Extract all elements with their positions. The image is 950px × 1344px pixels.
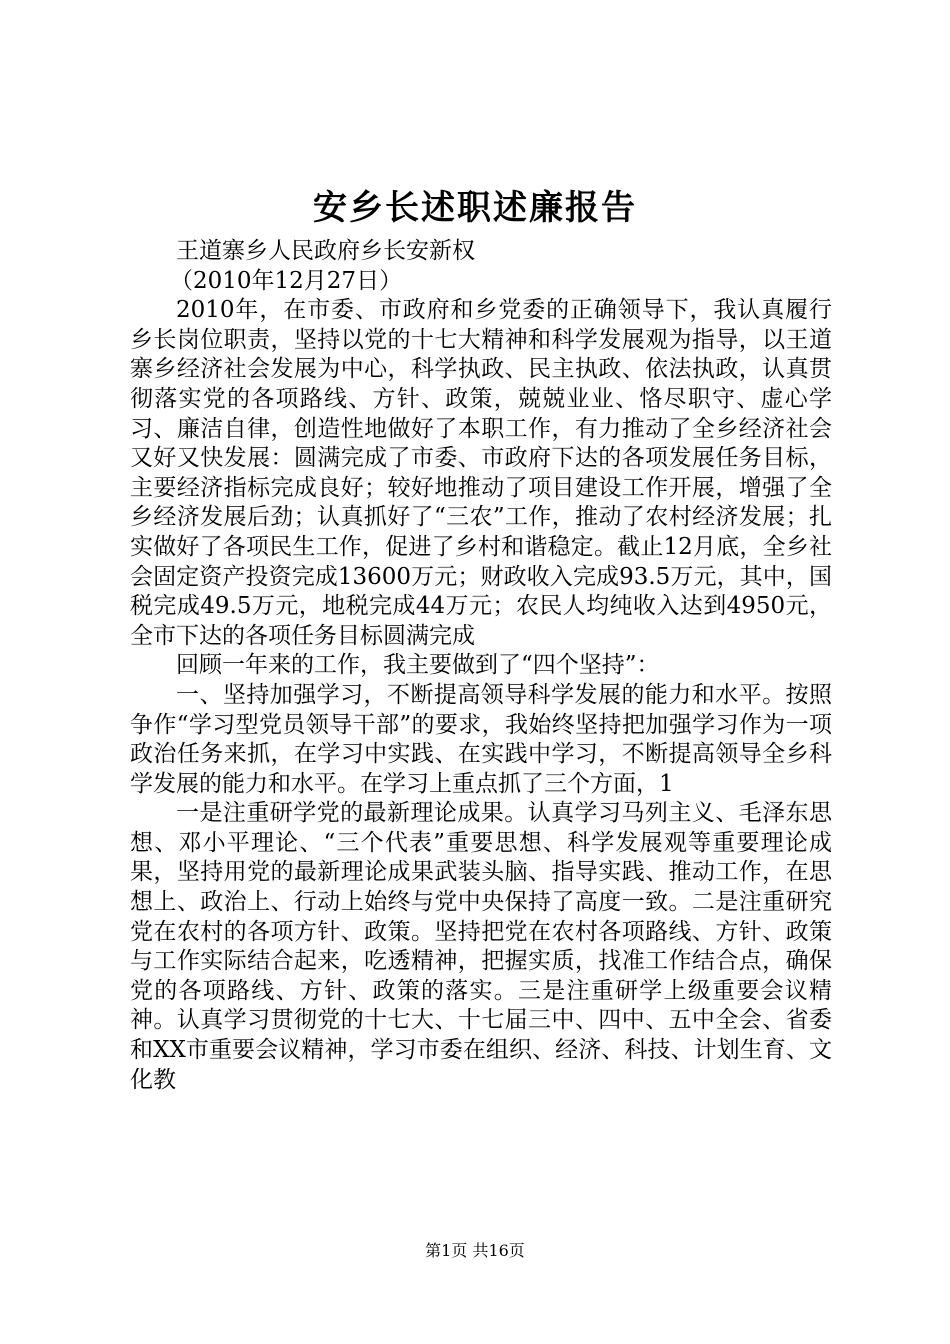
document-title: 安乡长述职述廉报告 — [313, 188, 637, 228]
author-line: 王道寨乡人民政府乡长安新权 — [176, 238, 475, 264]
page-number-footer: 第1页 共16页 — [425, 1241, 525, 1260]
paragraph-study-points: 一是注重研学党的最新理论成果。认真学习马列主义、毛泽东思想、邓小平理论、“三个代表”重要思想、科学发展观等重要理论成果，坚持用党的最新理论成果武装头脑、指导实践、推动工作，在思想上、政治上、行动上始终与党中央保持了高度一致。二是注重研究党在农村的各项方针、政策。坚持把党在农村各项路线、方针、政策与工作实际结合起来，吃透精神，把握实质，找准工作结合点，确保党的各项路线、方针、政策的落实。三是注重研学上级重要会议精神。认真学习贯彻党的十七大、十七届三中、四中、五中全会、省委和XX市重要会议精神，学习市委在组织、经济、科技、计划生育、文化教 — [130, 800, 832, 1093]
date-line: （2010年12月27日） — [170, 267, 403, 294]
paragraph-section-one: 一、坚持加强学习，不断提高领导科学发展的能力和水平。按照争作“学习型党员领导干部”的要求，我始终坚持把加强学习作为一项政治任务来抓，在学习中实践、在实践中学习，不断提高领导全乡科学发展的能力和水平。在学习上重点抓了三个方面，1 — [130, 681, 832, 797]
paragraph-review-intro: 回顾一年来的工作，我主要做到了“四个坚持”： — [176, 652, 660, 679]
document-body — [130, 237, 832, 1095]
paragraph-summary: 2010年，在市委、市政府和乡党委的正确领导下，我认真履行乡长岗位职责，坚持以党的十七大精神和科学发展观为指导，以王道寨乡经济社会发展为中心，科学执政、民主执政、依法执政，认真贯彻落实党的各项路线、方针、政策，兢兢业业、恪尽职守、虚心学习、廉洁自律，创造性地做好了本职工作，有力推动了全乡经济社会又好又快发展：圆满完成了市委、市政府下达的各项发展任务目标，主要经济指标完成良好；较好地推动了项目建设工作开展，增强了全乡经济发展后劲；认真抓好了“三农”工作，推动了农村经济发展；扎实做好了各项民生工作，促进了乡村和谐稳定。截止12月底，全乡社会固定资产投资完成13600万元；财政收入完成93.5万元，其中，国税完成49.5万元，地税完成44万元；农民人均纯收入达到4950元，全市下达的各项任务目标圆满完成 — [130, 297, 832, 649]
